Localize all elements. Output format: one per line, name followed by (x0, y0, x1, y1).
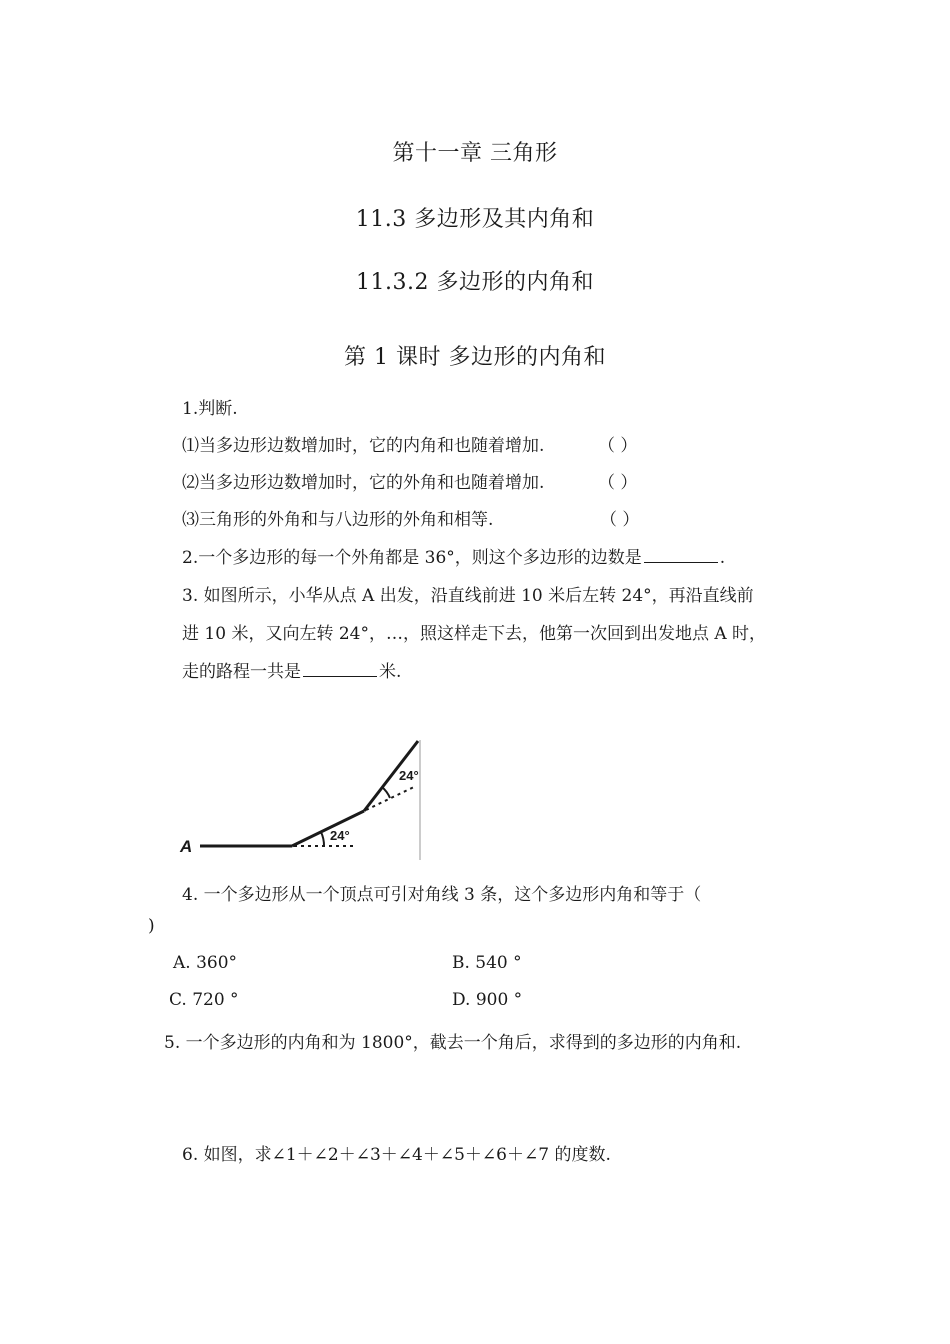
q1-item-3-answer-paren[interactable]: （ ） (600, 510, 640, 530)
path-segment-2 (292, 811, 364, 846)
q1-item-1-text: ⑴当多边形边数增加时，它的内角和也随着增加. (182, 436, 545, 456)
angle-label-2: 24° (399, 768, 419, 783)
q1-item-1 (182, 431, 544, 456)
q1-item-3-text: ⑶三角形的外角和与八边形的外角和相等. (182, 510, 494, 530)
q3-line-3-text: 走的路程一共是 (182, 662, 301, 682)
q2-period: . (719, 548, 726, 568)
q3-unit: 米. (379, 662, 402, 682)
lesson-title: 第 1 课时 多边形的内角和 (344, 345, 606, 370)
question-6: 6. 如图，求∠1＋∠2＋∠3＋∠4＋∠5＋∠6＋∠7 的度数. (182, 1145, 611, 1165)
q3-answer-blank[interactable] (303, 660, 377, 677)
q1-item-2-answer-paren[interactable]: （ ） (598, 473, 638, 493)
q3-line-2: 进 10 米，又向左转 24°，…，照这样走下去，他第一次回到出发地点 A 时， (182, 624, 767, 644)
question-2 (182, 543, 725, 568)
q4-option-c[interactable]: C. 720 ° (169, 990, 239, 1010)
angle-arc-1 (321, 832, 324, 846)
question-5: 5. 一个多边形的内角和为 1800°，截去一个角后，求得到的多边形的内角和. (164, 1033, 742, 1053)
q2-text: 2.一个多边形的每一个外角都是 36°，则这个多边形的边数是 (182, 548, 642, 568)
q4-line-1: 4. 一个多边形从一个顶点可引对角线 3 条，这个多边形内角和等于（ (182, 885, 702, 905)
section-title: 11.3 多边形及其内角和 (355, 207, 595, 232)
q3-line-3 (182, 657, 401, 682)
q4-option-d[interactable]: D. 900 ° (452, 990, 523, 1010)
q1-item-1-answer-paren[interactable]: （ ） (598, 436, 638, 456)
q1-item-3 (182, 505, 493, 530)
q3-line-1: 3. 如图所示，小华从点 A 出发，沿直线前进 10 米后左转 24°，再沿直线前 (182, 586, 754, 606)
q1-item-2-text: ⑵当多边形边数增加时，它的外角和也随着增加. (182, 473, 545, 493)
q1-item-2 (182, 468, 544, 493)
q1-label: 1.判断. (182, 399, 238, 419)
angle-arc-2 (382, 787, 390, 798)
q4-line-2: ) (148, 916, 155, 936)
q4-option-a[interactable]: A. 360° (173, 953, 238, 973)
q4-option-b[interactable]: B. 540 ° (452, 953, 522, 973)
point-a-label: A (180, 837, 193, 856)
walking-path-figure (170, 730, 440, 865)
subsection-title: 11.3.2 多边形的内角和 (356, 270, 594, 295)
q2-answer-blank[interactable] (644, 546, 718, 563)
chapter-title: 第十一章 三角形 (392, 141, 558, 166)
angle-label-1: 24° (330, 828, 350, 843)
